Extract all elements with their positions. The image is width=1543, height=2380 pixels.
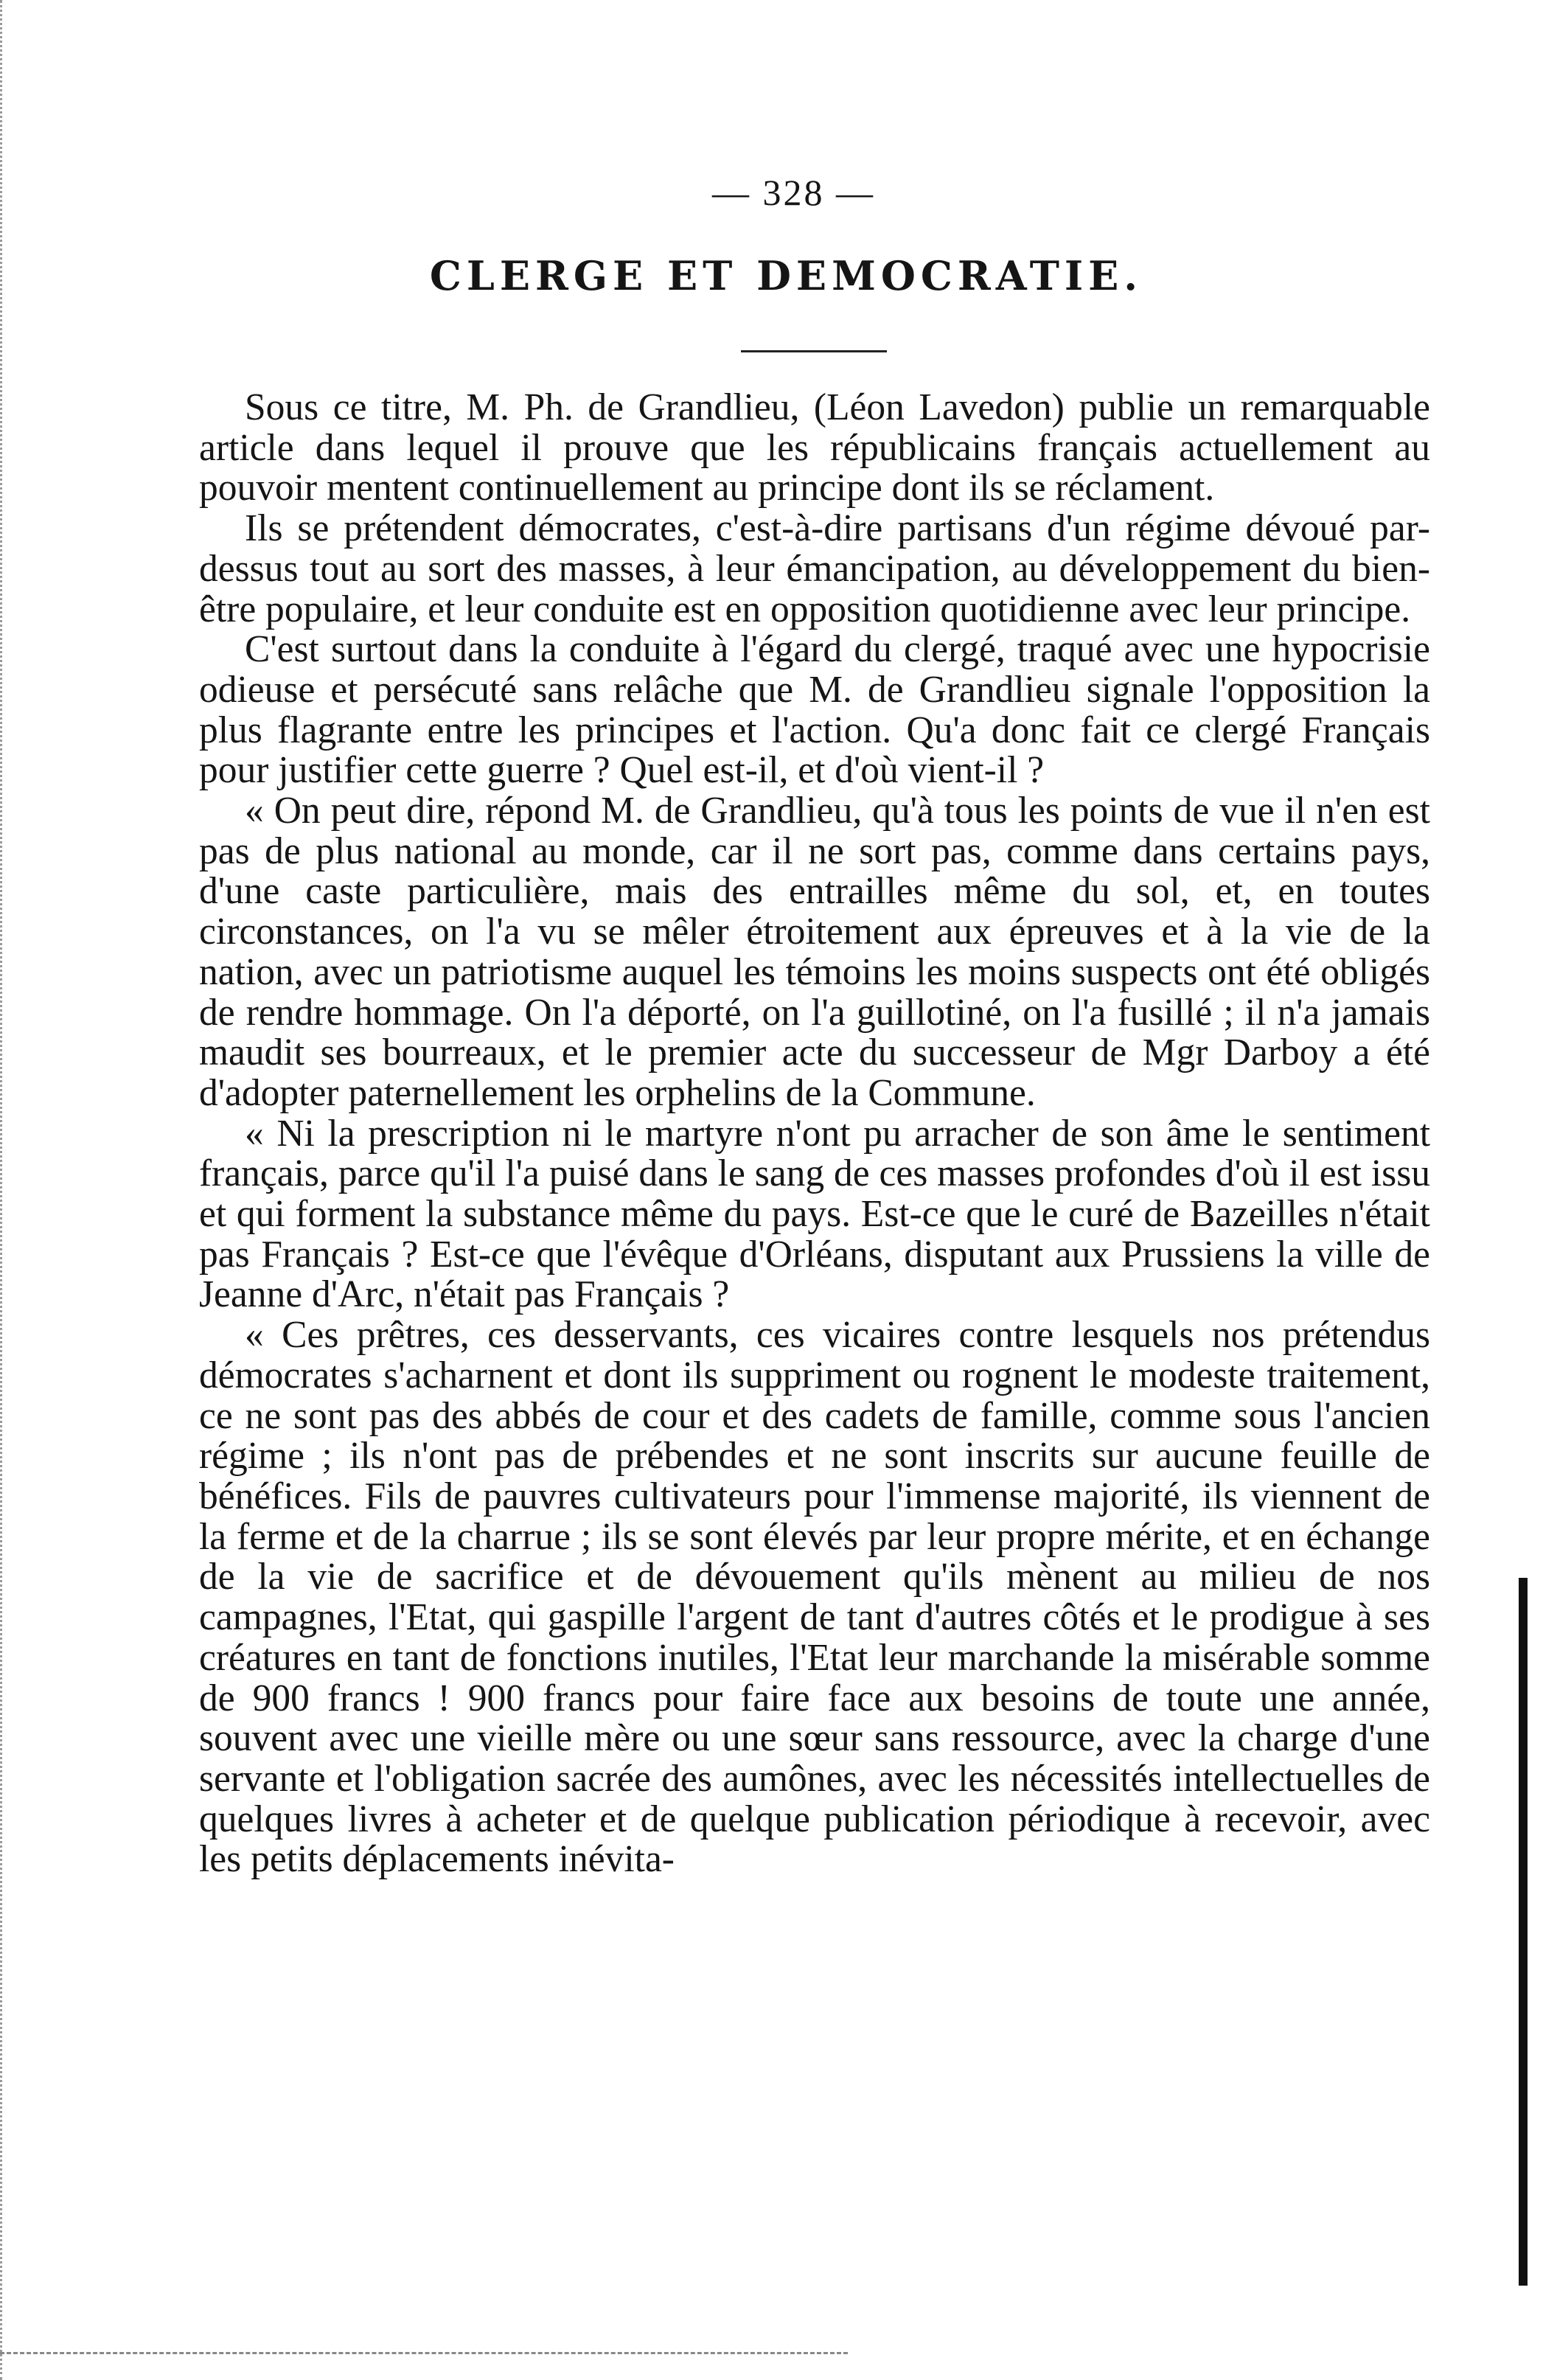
bottom-edge-scan-line: [0, 2352, 848, 2354]
title-rule-divider: [741, 350, 887, 352]
page-number: — 328 —: [712, 172, 875, 213]
paragraph-quote-national: « On peut dire, répond M. de Grandlieu, qu'à tous les points de vue il n'en est pas de plus national au monde, car il ne sort pas, comme dans certains pays, d'une caste particulière, mais des entrailles même du sol, et, en toutes circonstances, on l'a vu se mêler étroitement aux épreuves et à la vie de la nation, avec un patriotisme auquel les témoins les moins suspects ont été obligés de rendre hommage. On l'a déporté, on l'a guillotiné, on l'a fusillé ; il n'a jamais maudit ses bourreaux, et le premier acte du successeur de Mgr Darboy a été d'adopter paternellement les orphelins de la Commune.: [199, 790, 1430, 1114]
page-header: [0, 171, 1543, 299]
right-edge-scan-bar: [1519, 1578, 1528, 2286]
paragraph-quote-pretres: « Ces prêtres, ces desservants, ces vicaires contre lesquels nos prétendus démocrates s'acharnent et dont ils suppriment ou rognent le modeste traitement, ce ne sont pas des abbés de cour et des cadets de famille, comme sous l'ancien régime ; ils n'ont pas de prébendes et ne sont inscrits sur aucune feuille de bénéfices. Fils de pauvres cultivateurs pour l'immense majorité, ils viennent de la ferme et de la charrue ; ils se sont élevés par leur propre mérite, et en échange de la vie de sacrifice et de dévouement qu'ils mènent au milieu de nos campagnes, l'Etat, qui gaspille l'argent de tant d'autres côtés et le prodigue à ses créatures en tant de fonctions inutiles, l'Etat leur marchande la misérable somme de 900 francs ! 900 francs pour faire face aux besoins de toute une année, souvent avec une vieille mère ou une sœur sans ressource, avec la charge d'une servante et l'obligation sacrée des aumônes, avec les nécessités intellectuelles de quelques livres à acheter et de quelque publication périodique à recevoir, avec les petits déplacements inévita-: [199, 1314, 1430, 1881]
article-title: CLERGE ET DEMOCRATIE.: [429, 252, 1143, 299]
paragraph-intro: Sous ce titre, M. Ph. de Grandlieu, (Léon Lavedon) publie un remarquable article dans lequel il prouve que les républicains français actuellement au pouvoir mentent continuellement au principe dont ils se réclament.: [199, 386, 1430, 509]
paragraph-democrates: Ils se prétendent démocrates, c'est-à-dire partisans d'un régime dévoué par-dessus tout au sort des masses, à leur émancipation, au développement du bien-être populaire, et leur conduite est en opposition quotidienne avec leur principe.: [199, 507, 1430, 630]
paragraph-quote-martyre: « Ni la prescription ni le martyre n'ont pu arracher de son âme le sentiment français, parce qu'il l'a puisé dans le sang de ces masses profondes d'où il est issu et qui forment la substance même du pays. Est-ce que le curé de Bazeilles n'était pas Français ? Est-ce que l'évêque d'Orléans, disputant aux Prussiens la ville de Jeanne d'Arc, n'était pas Français ?: [199, 1112, 1430, 1316]
article-body: [199, 388, 1430, 1880]
paragraph-clerge: C'est surtout dans la conduite à l'égard du clergé, traqué avec une hypocrisie odieuse et persécuté sans relâche que M. de Grandlieu signale l'opposition la plus flagrante entre les principes et l'action. Qu'a donc fait ce clergé Français pour justifier cette guerre ? Quel est-il, et d'où vient-il ?: [199, 628, 1430, 792]
left-margin-scan-artifacts: [0, 0, 46, 2380]
